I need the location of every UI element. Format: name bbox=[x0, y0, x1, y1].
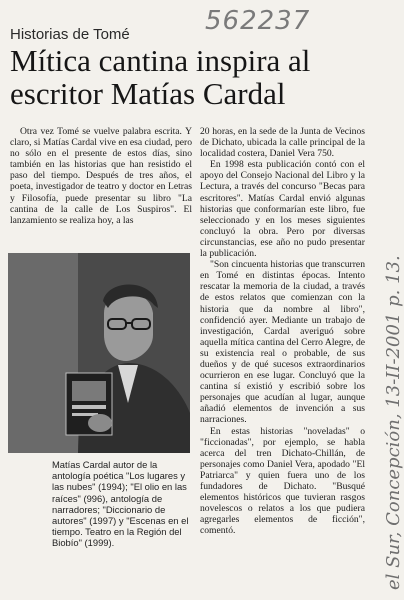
column2-paragraph: "Son cincuenta historias que transcurren en Tomé en distintas épocas. Intento rescatar la memoria de la ciudad, a través de estos relatos que comienzan con la historia que da nombre al libro", confidenció ayer. Mediante un trabajo de investigación, Cardal averiguó sobre aquella mítica cantina del Cerro Alegre, de su existencia real o probable, de sus dueños y de qué sucesos extraordinarios ocurrieron en ese lugar. Concluyó que la cantina sí existió y escribió sobre los personajes que acudían al lugar, aunque añadió elementos de invención a sus narraciones. bbox=[200, 259, 365, 426]
section-label: Historias de Tomé bbox=[10, 26, 130, 43]
column2-paragraph: 20 horas, en la sede de la Junta de Vecinos de Dichato, ubicada la calle principal de la localidad costera, Daniel Vera 750. bbox=[200, 126, 365, 160]
headline: Mítica cantina inspira al escritor Matías Cardal bbox=[10, 43, 311, 111]
column2-paragraph: En estas historias "noveladas" o "ficcionadas", por ejemplo, se habla acerca del tren Dichato-Chillán, de personajes como Daniel Vera, apodado "El Patriarca" y quien fuera uno de los fundadores de Dichato. "Busqué elementos históricos que tuvieran rasgos novelescos o relatos a los que pudiera agregarles elementos de ficción", comentó. bbox=[200, 425, 365, 537]
column2-paragraph: En 1998 esta publicación contó con el apoyo del Consejo Nacional del Libro y la Lectura, a través del concurso "Becas para escritores". Matías Cardal envió algunas historias que conformarían este libro, fue seleccionado y en los meses siguientes concluyó la obra. Pero por diversas circunstancias, ese año no pudo presentar la publicación. bbox=[200, 159, 365, 260]
column1-paragraph: Otra vez Tomé se vuelve palabra escrita. Y claro, si Matías Cardal vive en esa ciudad, pero no sólo en el presente de estos días, sino también en las historias que han resistido el paso del tiempo. Después de tres años, el poeta, investigador de teatro y doctor en Letras y Filosofía, puede presentar su libro "La cantina de la calle de Los Suspiros". El lanzamiento se realiza hoy, a las bbox=[10, 126, 192, 226]
handwritten-archive-number: 562237 bbox=[205, 6, 311, 36]
handwritten-source-note: el Sur, Concepción, 13-II-2001 p. 13. bbox=[383, 255, 404, 590]
photo-caption: Matías Cardal autor de la antología poética "Los lugares y las nubes" (1994); "El olio en las raíces" (996), antología de narradores; "Diccionario de autores" (1997) y "Escenas en el tiempo. Teatro en la Región del Biobío" (1999). bbox=[52, 459, 189, 549]
